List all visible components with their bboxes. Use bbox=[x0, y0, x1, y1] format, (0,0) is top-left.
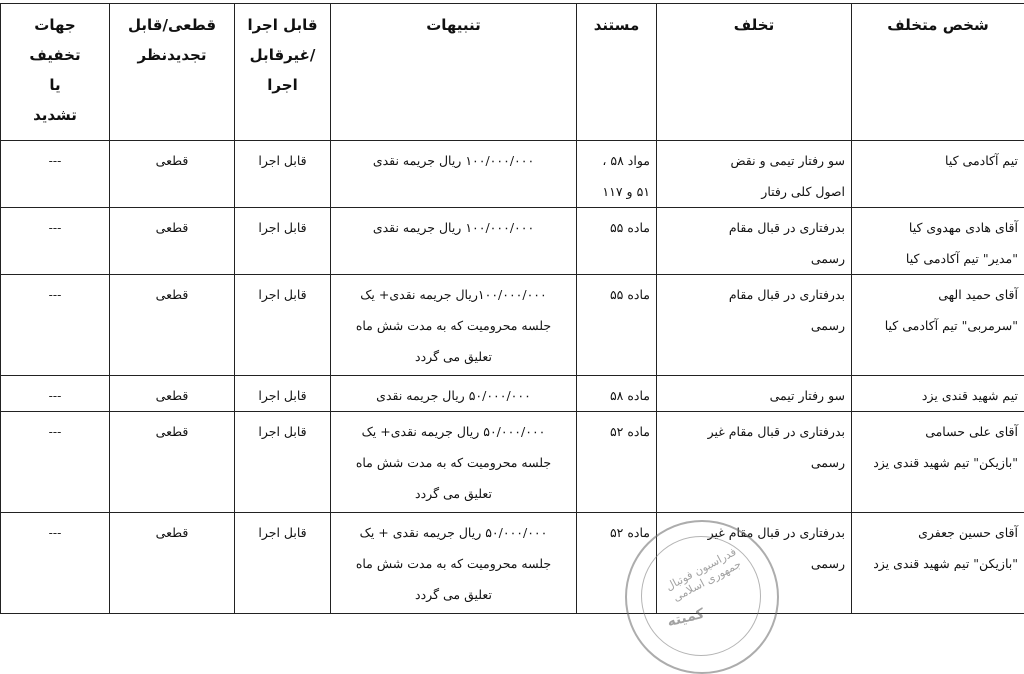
cell-violation bbox=[657, 376, 852, 412]
cell-penalty-line: تعلیق می گردد bbox=[337, 579, 570, 610]
cell-document bbox=[577, 376, 657, 412]
cell-person-line: تیم شهید قندی یزد bbox=[858, 380, 1018, 411]
table-row bbox=[1, 275, 1024, 376]
header-person: شخص متخلف bbox=[852, 4, 1024, 141]
table-row bbox=[1, 376, 1024, 412]
cell-enforceable: قابل اجرا bbox=[235, 275, 331, 376]
cell-penalty-line: ۱۰۰/۰۰۰/۰۰۰ ریال جریمه نقدی bbox=[337, 212, 570, 243]
cell-penalty-line: جلسه محرومیت که به مدت شش ماه bbox=[337, 310, 570, 341]
cell-violation-line: بدرفتاری در قبال مقام bbox=[663, 279, 845, 310]
cell-enforceable: قابل اجرا bbox=[235, 513, 331, 614]
header-enforceable bbox=[235, 4, 331, 141]
header-enforceable-line: قابل اجرا bbox=[241, 10, 324, 40]
cell-enforceable: قابل اجرا bbox=[235, 412, 331, 513]
cell-penalty-line: ۱۰۰/۰۰۰/۰۰۰ریال جریمه نقدی+ یک bbox=[337, 279, 570, 310]
header-reduction-line: جهات bbox=[7, 10, 103, 40]
header-final-line: تجدیدنظر bbox=[116, 40, 228, 70]
cell-document bbox=[577, 513, 657, 614]
cell-penalty-line: تعلیق می گردد bbox=[337, 478, 570, 509]
header-document: مستند bbox=[577, 4, 657, 141]
cell-penalty bbox=[331, 376, 577, 412]
cell-person bbox=[852, 513, 1024, 614]
cell-document-line: مواد ۵۸ ، bbox=[583, 145, 650, 176]
cell-document-line: ماده ۵۲ bbox=[583, 517, 650, 548]
cell-penalty-line: جلسه محرومیت که به مدت شش ماه bbox=[337, 548, 570, 579]
cell-penalty-line: ۱۰۰/۰۰۰/۰۰۰ ریال جریمه نقدی bbox=[337, 145, 570, 176]
cell-final: قطعی bbox=[110, 141, 235, 208]
cell-violation bbox=[657, 275, 852, 376]
cell-penalty bbox=[331, 141, 577, 208]
cell-enforceable: قابل اجرا bbox=[235, 208, 331, 275]
cell-final: قطعی bbox=[110, 513, 235, 614]
cell-violation bbox=[657, 208, 852, 275]
table-row bbox=[1, 412, 1024, 513]
cell-penalty bbox=[331, 275, 577, 376]
cell-penalty bbox=[331, 412, 577, 513]
header-violation: تخلف bbox=[657, 4, 852, 141]
cell-person-line: تیم آکادمی کیا bbox=[858, 145, 1018, 176]
cell-reduction: --- bbox=[1, 412, 110, 513]
cell-person bbox=[852, 275, 1024, 376]
cell-person-line: آقای حسین جعفری bbox=[858, 517, 1018, 548]
cell-person-line: آقای علی حسامی bbox=[858, 416, 1018, 447]
cell-reduction: --- bbox=[1, 376, 110, 412]
cell-document bbox=[577, 412, 657, 513]
cell-person-line: آقای حمید الهی bbox=[858, 279, 1018, 310]
cell-document-line: ماده ۵۲ bbox=[583, 416, 650, 447]
cell-violation-line: رسمی bbox=[663, 243, 845, 274]
cell-document-line: ماده ۵۵ bbox=[583, 212, 650, 243]
cell-violation-line: بدرفتاری در قبال مقام bbox=[663, 212, 845, 243]
cell-reduction: --- bbox=[1, 513, 110, 614]
cell-violation bbox=[657, 141, 852, 208]
header-reduction bbox=[1, 4, 110, 141]
table-row bbox=[1, 513, 1024, 614]
cell-document bbox=[577, 275, 657, 376]
cell-document bbox=[577, 208, 657, 275]
cell-reduction: --- bbox=[1, 275, 110, 376]
header-row bbox=[1, 4, 1024, 141]
cell-penalty bbox=[331, 513, 577, 614]
header-enforceable-line: /غیرقابل bbox=[241, 40, 324, 70]
cell-person bbox=[852, 208, 1024, 275]
table-row bbox=[1, 141, 1024, 208]
cell-penalty bbox=[331, 208, 577, 275]
cell-penalty-line: جلسه محرومیت که به مدت شش ماه bbox=[337, 447, 570, 478]
cell-person-line: "سرمربی" تیم آکادمی کیا bbox=[858, 310, 1018, 341]
cell-final: قطعی bbox=[110, 275, 235, 376]
cell-violation-line: بدرفتاری در قبال مقام غیر bbox=[663, 517, 845, 548]
cell-document-line: ماده ۵۵ bbox=[583, 279, 650, 310]
table-row bbox=[1, 208, 1024, 275]
cell-penalty-line: ۵۰/۰۰۰/۰۰۰ ریال جریمه نقدی+ یک bbox=[337, 416, 570, 447]
header-penalty: تنبیهات bbox=[331, 4, 577, 141]
cell-violation-line: سو رفتار تیمی و نقض bbox=[663, 145, 845, 176]
cell-penalty-line: ۵۰/۰۰۰/۰۰۰ ریال جریمه نقدی + یک bbox=[337, 517, 570, 548]
cell-final: قطعی bbox=[110, 208, 235, 275]
cell-person-line: آقای هادی مهدوی کیا bbox=[858, 212, 1018, 243]
cell-person bbox=[852, 412, 1024, 513]
header-reduction-line: یا bbox=[7, 70, 103, 100]
cell-enforceable: قابل اجرا bbox=[235, 141, 331, 208]
cell-person-line: "مدیر" تیم آکادمی کیا bbox=[858, 243, 1018, 274]
cell-document-line: ۵۱ و ۱۱۷ bbox=[583, 176, 650, 207]
cell-penalty-line: تعلیق می گردد bbox=[337, 341, 570, 372]
cell-document bbox=[577, 141, 657, 208]
cell-violation bbox=[657, 412, 852, 513]
cell-enforceable: قابل اجرا bbox=[235, 376, 331, 412]
table-body bbox=[1, 141, 1024, 614]
cell-person-line: "بازیکن" تیم شهید قندی یزد bbox=[858, 548, 1018, 579]
cell-reduction: --- bbox=[1, 141, 110, 208]
cell-document-line: ماده ۵۸ bbox=[583, 380, 650, 411]
cell-violation-line: رسمی bbox=[663, 548, 845, 579]
rulings-table bbox=[0, 3, 1024, 614]
stamp-sub-text: کمیته bbox=[666, 606, 706, 631]
header-final-line: قطعی/قابل bbox=[116, 10, 228, 40]
cell-person-line: "بازیکن" تیم شهید قندی یزد bbox=[858, 447, 1018, 478]
cell-violation-line: رسمی bbox=[663, 310, 845, 341]
cell-person bbox=[852, 376, 1024, 412]
cell-violation-line: بدرفتاری در قبال مقام غیر bbox=[663, 416, 845, 447]
cell-final: قطعی bbox=[110, 412, 235, 513]
header-reduction-line: تشدید bbox=[7, 100, 103, 130]
stamp-text: فدراسیون فوتبال جمهوری اسلامی bbox=[649, 538, 758, 613]
header-final bbox=[110, 4, 235, 141]
header-enforceable-line: اجرا bbox=[241, 70, 324, 100]
cell-violation-line: سو رفتار تیمی bbox=[663, 380, 845, 411]
cell-violation bbox=[657, 513, 852, 614]
cell-penalty-line: ۵۰/۰۰۰/۰۰۰ ریال جریمه نقدی bbox=[337, 380, 570, 411]
cell-person bbox=[852, 141, 1024, 208]
cell-final: قطعی bbox=[110, 376, 235, 412]
header-reduction-line: تخفیف bbox=[7, 40, 103, 70]
cell-violation-line: اصول کلی رفتار bbox=[663, 176, 845, 207]
cell-reduction: --- bbox=[1, 208, 110, 275]
cell-violation-line: رسمی bbox=[663, 447, 845, 478]
